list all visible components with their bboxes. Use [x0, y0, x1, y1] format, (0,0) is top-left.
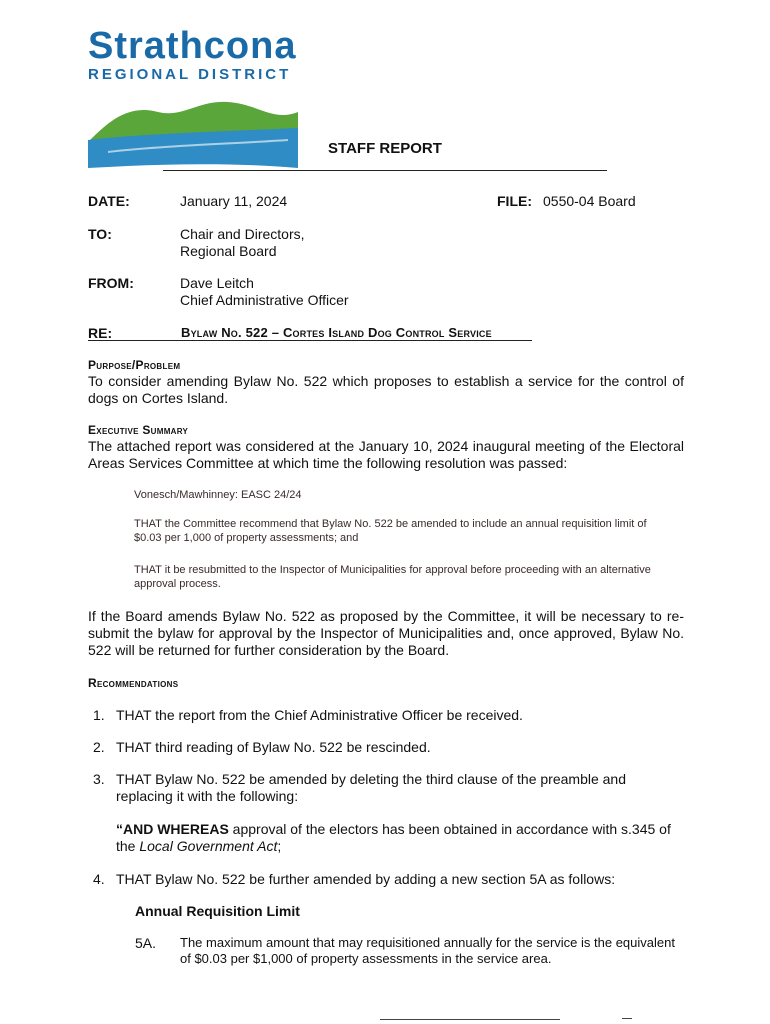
recommendation-number: 2.	[93, 739, 105, 755]
whereas-text: approval of the electors has been obtained in accordance with s.345 of the	[116, 821, 671, 854]
date-value: January 11, 2024	[180, 193, 288, 209]
logo-subtitle: REGIONAL DISTRICT	[88, 66, 292, 83]
re-subject: Bylaw No. 522 – Cortes Island Dog Control Service	[181, 325, 492, 340]
resolution-clause-1: THAT the Committee recommend that Bylaw No. 522 be amended to include an annual requisition limit of $0.03 per 1,000 of property assessments; and	[134, 518, 647, 544]
recommendation-number: 4.	[93, 871, 105, 887]
recommendation-item: THAT Bylaw No. 522 be amended by deleting the third clause of the preamble and replacing it with the following:	[116, 771, 627, 804]
from-line-1: Dave Leitch	[180, 275, 254, 291]
footer-mark	[622, 1018, 632, 1019]
to-label: TO:	[88, 226, 112, 242]
purpose-text: To consider amending Bylaw No. 522 which proposes to establish a service for the control of dogs on Cortes Island.	[88, 373, 684, 406]
section-text: The maximum amount that may requisitioned annually for the service is the equivalent of $0.03 per $1,000 of property assessments in the service area.	[180, 935, 675, 966]
recommendations-heading: Recommendations	[88, 676, 179, 690]
title-divider	[163, 170, 607, 171]
whereas-act: Local Government Act	[139, 838, 278, 854]
section-number: 5A.	[135, 935, 157, 951]
purpose-heading: Purpose/Problem	[88, 358, 181, 372]
regional-district-logo	[88, 26, 300, 144]
resolution-reference: Vonesch/Mawhinney: EASC 24/24	[134, 489, 302, 501]
recommendation-item: THAT the report from the Chief Administrative Officer be received.	[116, 707, 523, 723]
logo-wordmark: Strathcona	[88, 25, 297, 67]
re-label: RE:	[88, 325, 113, 341]
section-heading: Annual Requisition Limit	[135, 903, 300, 919]
recommendation-number: 1.	[93, 707, 105, 723]
from-line-2: Chief Administrative Officer	[180, 292, 349, 308]
resolution-clause-2: THAT it be resubmitted to the Inspector of Municipalities for approval before proceeding with an alternative approval process.	[134, 564, 651, 590]
recommendation-item: THAT Bylaw No. 522 be further amended by adding a new section 5A as follows:	[116, 871, 616, 887]
file-label: FILE:	[497, 193, 532, 209]
to-line-2: Regional Board	[180, 243, 277, 259]
date-label: DATE:	[88, 193, 130, 209]
whereas-clause	[116, 821, 686, 855]
from-label: FROM:	[88, 275, 134, 291]
whereas-keyword: “AND WHEREAS	[116, 821, 229, 837]
recommendation-number: 3.	[93, 771, 105, 787]
summary-text: The attached report was considered at the January 10, 2024 inaugural meeting of the Electoral Areas Services Committee at which time the following resolution was passed:	[88, 438, 684, 471]
recommendation-item: THAT third reading of Bylaw No. 522 be rescinded.	[116, 739, 431, 755]
footer-rule	[380, 1019, 560, 1020]
re-underline	[88, 340, 532, 341]
summary-heading: Executive Summary	[88, 423, 189, 437]
to-line-1: Chair and Directors,	[180, 226, 305, 242]
summary-followup: If the Board amends Bylaw No. 522 as proposed by the Committee, it will be necessary to re-submit the bylaw for approval by the Inspector of Municipalities and, once approved, Bylaw No. 522 will be returned for further consideration by the Board.	[88, 608, 684, 658]
report-title: STAFF REPORT	[328, 140, 442, 157]
whereas-end: ;	[277, 838, 282, 854]
file-value: 0550-04 Board	[543, 193, 636, 209]
